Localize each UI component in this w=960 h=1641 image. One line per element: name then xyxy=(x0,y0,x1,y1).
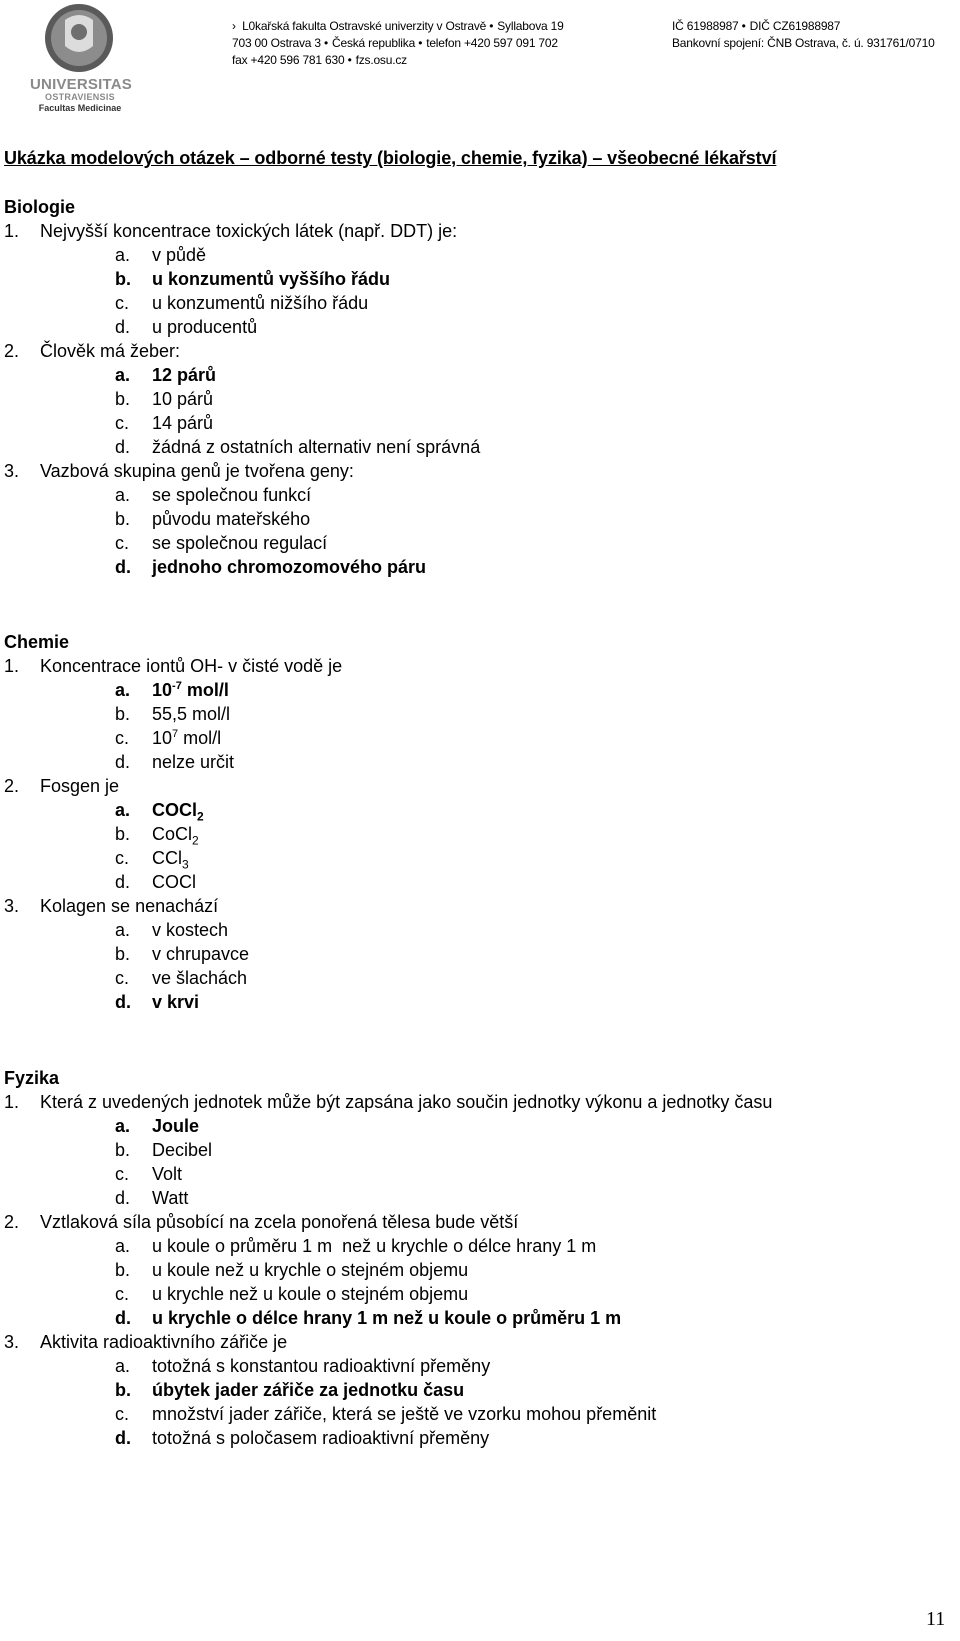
phone: telefon +420 597 091 702 xyxy=(426,36,558,50)
answer-phys-2-c: c. u krychle než u koule o stejném objemu xyxy=(115,1284,469,1304)
header-marker: › xyxy=(232,19,236,33)
page-title: Ukázka modelových otázek – odborné testy (biologie, chemie, fyzika) – všeobecné lékařství xyxy=(4,148,777,168)
answer-phys-3-a: a. totožná s konstantou radioaktivní přeměny xyxy=(115,1356,491,1376)
logo-text-universitas: UNIVERSITAS xyxy=(30,76,132,93)
question-phys-1: 1. Která z uvedených jednotek může být zapsána jako součin jednotky výkonu a jednotky času xyxy=(4,1092,773,1112)
university-logo xyxy=(30,2,134,112)
answer-phys-3-c: c. množství jader zářiče, která se ještě ve vzorku mohou přeměnit xyxy=(115,1404,657,1424)
question-phys-3: 3. Aktivita radioaktivního zářiče je xyxy=(4,1332,288,1352)
question-phys-2: 2. Vztlaková síla působící na zcela ponořená tělesa bude větší xyxy=(4,1212,519,1232)
dic: DIČ CZ61988987 xyxy=(749,19,841,33)
website: fzs.osu.cz xyxy=(355,53,407,67)
answer-bio-2-a-correct: a. 12 párů xyxy=(115,365,217,385)
fax: fax +420 596 781 630 xyxy=(232,53,345,67)
answer-chem-1-d: d. nelze určit xyxy=(115,752,235,772)
question-bio-3: 3. Vazbová skupina genů je tvořena geny: xyxy=(4,461,354,481)
answer-bio-1-b-correct: b. u konzumentů vyššího řádu xyxy=(115,269,391,289)
answer-bio-1-d: d. u producentů xyxy=(115,317,258,337)
answer-chem-3-a: a. v kostech xyxy=(115,920,229,940)
answer-phys-1-a-correct: a. Joule xyxy=(115,1116,200,1136)
bank-account: Bankovní spojení: ČNB Ostrava, č. ú. 931761/0710 xyxy=(672,36,935,50)
answer-phys-2-a: a. u koule o průměru 1 m než u krychle o délce hrany 1 m xyxy=(115,1236,597,1256)
postal-city: 703 00 Ostrava 3 xyxy=(232,36,321,50)
university-seal-icon xyxy=(43,2,115,74)
page-number: 11 xyxy=(926,1608,946,1630)
answer-bio-1-a: a. v půdě xyxy=(115,245,207,265)
country: Česká republika xyxy=(332,36,416,50)
answer-bio-3-b: b. původu mateřského xyxy=(115,509,311,529)
header-address: › L0kařská fakulta Ostravské univerzity v Ostravě • Syllabova 19 703 00 Ostrava 3 • Česká republika • telefon +420 597 091 702 fax +420 596 781 630 • fzs.osu.cz xyxy=(232,19,564,67)
answer-bio-2-d: d. žádná z ostatních alternativ není správná xyxy=(115,437,481,457)
question-bio-2: 2. Člověk má žeber: xyxy=(4,341,181,361)
question-chem-2: 2. Fosgen je xyxy=(4,776,120,796)
answer-chem-3-c: c. ve šlachách xyxy=(115,968,248,988)
logo-text-faculty: Facultas Medicinae xyxy=(38,103,122,113)
answer-phys-1-c: c. Volt xyxy=(115,1164,183,1184)
section-heading-chemie: Chemie xyxy=(4,632,70,652)
section-heading-biologie: Biologie xyxy=(4,197,75,217)
answer-chem-1-a-correct: a. $10^{-7}$ mol/l xyxy=(115,680,229,700)
ico: IČ 61988987 xyxy=(672,19,739,33)
header-company-ids: IČ 61988987 • DIČ CZ61988987 Bankovní spojení: ČNB Ostrava, č. ú. 931761/0710 xyxy=(672,19,935,50)
faculty-name: L0kařská fakulta Ostravské univerzity v Ostravě xyxy=(242,19,487,33)
answer-bio-3-d-correct: d. jednoho chromozomového páru xyxy=(115,557,427,577)
answer-chem-2-c: c. CCl$_3$ xyxy=(115,848,189,872)
answer-phys-2-b: b. u koule než u krychle o stejném objemu xyxy=(115,1260,469,1280)
answer-phys-2-d-correct: d. u krychle o délce hrany 1 m než u koule o průměru 1 m xyxy=(115,1308,622,1328)
answer-chem-3-d-correct: d. v krvi xyxy=(115,992,200,1012)
answer-chem-2-a-correct: a. COCl$_2$ xyxy=(115,800,204,824)
answer-phys-1-b: b. Decibel xyxy=(115,1140,213,1160)
logo-text-ostraviensis: OSTRAVIENSIS xyxy=(45,92,115,102)
answer-chem-3-b: b. v chrupavce xyxy=(115,944,250,964)
question-chem-3: 3. Kolagen se nenachází xyxy=(4,896,219,916)
answer-bio-1-c: c. u konzumentů nižšího řádu xyxy=(115,293,369,313)
answer-chem-1-b: b. 55,5 mol/l xyxy=(115,704,231,724)
section-heading-fyzika: Fyzika xyxy=(4,1068,60,1088)
answer-bio-3-c: c. se společnou regulací xyxy=(115,533,328,553)
question-bio-1: 1. Nejvyšší koncentrace toxických látek (např. DDT) je: xyxy=(4,221,458,241)
answer-bio-2-c: c. 14 párů xyxy=(115,413,214,433)
answer-chem-1-c: c. $10^7$ mol/l xyxy=(115,728,222,748)
answer-phys-1-d: d. Watt xyxy=(115,1188,189,1208)
answer-phys-3-b-correct: b. úbytek jader zářiče za jednotku času xyxy=(115,1380,465,1400)
question-chem-1: 1. Koncentrace iontů OH- v čisté vodě je xyxy=(4,656,343,676)
answer-chem-2-b: b. CoCl$_2$ xyxy=(115,824,199,848)
answer-bio-2-b: b. 10 párů xyxy=(115,389,214,409)
answer-bio-3-a: a. se společnou funkcí xyxy=(115,485,312,505)
street-address: Syllabova 19 xyxy=(497,19,564,33)
answer-phys-3-d: d. totožná s poločasem radioaktivní přeměny xyxy=(115,1428,490,1448)
answer-chem-2-d: d. COCl xyxy=(115,872,196,892)
